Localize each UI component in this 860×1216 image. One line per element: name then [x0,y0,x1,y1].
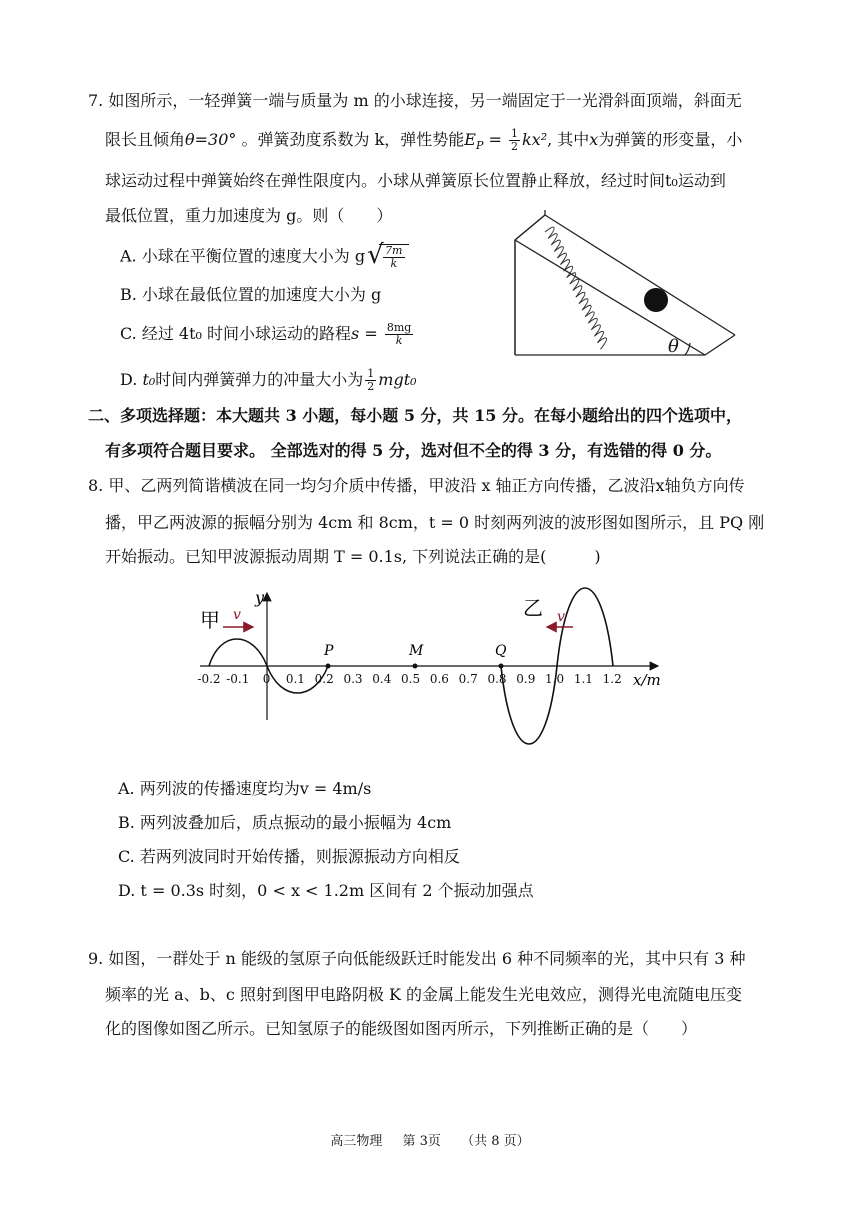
tick-label: 0.3 [343,672,363,686]
tick-label: 1.2 [602,672,622,686]
q7-line2-a: 限长且倾角 [105,130,186,149]
tick-label: 0.4 [372,672,392,686]
q7-option-d [120,368,417,393]
tick-label: 1.0 [545,672,565,686]
wave-figure [190,575,680,795]
q8-option-d: D. t = 0.3s 时刻，0 < x < 1.2m 区间有 2 个振动加强点 [118,881,534,900]
section2-line2: 有多项符合题目要求。 全部选对的得 5 分，选对但不全的得 3 分，有选错的得 0 分。 [105,441,722,460]
tick-label: 0.1 [285,672,305,686]
page-footer [0,1130,860,1149]
q9-line1: 9. 如图，一群处于 n 能级的氢原子向低能级跃迁时能发出 6 种不同频率的光，其中只有 3 种 [88,949,746,968]
point-q-label: Q [495,643,507,659]
q7-eq: = [483,130,507,149]
footer-subject: 高三物理 [330,1134,383,1149]
wave-jia-label: 甲 [200,608,220,632]
theta-label: θ [668,336,679,357]
point-m [413,664,418,669]
tick-label: 0.6 [429,672,449,686]
ball [644,288,668,312]
tick-label: 0.2 [314,672,334,686]
q8-line3: 开始振动。已知甲波源振动周期 T = 0.1s, 下列说法正确的是( ) [105,547,601,566]
spring [510,225,642,350]
q7-option-a [120,240,409,270]
q7-option-d-tail: mgt₀ [378,370,417,389]
wave-jia-v: v [233,607,241,623]
q9-line2: 频率的光 a、b、c 照射到图甲电路阴极 K 的金属上能发生光电效应，测得光电流随电压变 [105,985,743,1004]
q7-option-a-sqrt: √ $\frac{7m}{k}$ [367,244,408,270]
q7-option-a-text: A. 小球在平衡位置的速度大小为 g [120,246,366,266]
q7-option-b: B. 小球在最低位置的加速度大小为 g [120,285,382,304]
wave-yi-label: 乙 [523,596,543,620]
q8-line1: 8. 甲、乙两列简谐横波在同一均匀介质中传播，甲波沿 x 轴正方向传播，乙波沿x轴负方向传 [88,476,745,495]
point-p [326,664,331,669]
footer-total: （共 8 页） [461,1134,530,1149]
q7-line2 [105,128,742,157]
q7-option-d-label: D. [120,370,143,389]
q7-line2-h: , 其中 [547,130,590,149]
q9-line3: 化的图像如图乙所示。已知氢原子的能级图如图丙所示，下列推断正确的是（ ） [105,1019,698,1038]
q7-line3: 球运动过程中弹簧始终在弹性限度内。小球从弹簧原长位置静止释放，经过时间t₀运动到 [105,171,726,190]
q7-kx2: kx² [521,130,548,149]
q7-line2-c: 。弹簧劲度系数为 k，弹性势能 [236,130,465,149]
tick-label: 0 [262,672,271,686]
section2-line1: 二、多项选择题：本大题共 3 小题，每小题 5 分，共 15 分。在每小题给出的四个选项中， [88,406,742,425]
q7-line1: 7. 如图所示，一轻弹簧一端与质量为 m 的小球连接，另一端固定于一光滑斜面顶端，斜面无 [88,91,742,110]
q8-line2: 播，甲乙两波源的振幅分别为 4cm 和 8cm，t = 0 时刻两列波的波形图如图所示，且 PQ 刚 [105,513,765,532]
y-axis-label: y [255,588,265,607]
q7-option-d-text: 时间内弹簧弹力的冲量大小为 [155,370,364,389]
tick-label: 0.9 [516,672,536,686]
q8-option-a: A. 两列波的传播速度均为v = 4m/s [118,779,372,798]
footer-page: 第 3页 [402,1134,441,1149]
x-axis-label: x/m [633,671,661,689]
tick-label: 1.1 [573,672,593,686]
q7-angle: θ=30° [185,130,237,149]
tick-label: -0.1 [226,672,250,686]
q8-option-b: B. 两列波叠加后，质点振动的最小振幅为 4cm [118,813,452,832]
q7-option-c-eq: = [359,324,383,343]
tick-labels [197,672,621,686]
incline-figure [510,210,750,360]
q7-ep-sub: P [475,139,484,153]
q7-option-d-t0: t₀ [142,370,156,389]
q7-line4: 最低位置，重力加速度为 g。则（ ） [105,206,393,225]
q7-option-c [120,322,415,347]
point-q [499,664,504,669]
q7-half-frac: $\frac{1}{2}$ [510,127,518,153]
q7-option-d-frac: $\frac{1}{2}$ [367,367,375,393]
point-m-label: M [409,643,424,659]
incline-outline [515,210,545,355]
wave-yi-v: v [557,609,565,625]
q7-option-c-frac: $\frac{8mg}{k}$ [386,321,412,347]
tick-label: 0.8 [487,672,507,686]
q7-ep: E [464,130,476,149]
q7-option-c-text: C. 经过 4t₀ 时间小球运动的路程 [120,324,352,343]
q7-option-c-s: s [351,324,360,343]
tick-label: 0.5 [401,672,421,686]
q8-option-c: C. 若两列波同时开始传播，则振源振动方向相反 [118,847,460,866]
tick-label: 0.7 [458,672,478,686]
tick-label: -0.2 [197,672,221,686]
point-p-label: P [324,643,334,659]
q7-x: x [589,130,599,149]
q7-line2-j: 为弹簧的形变量，小 [598,130,743,149]
